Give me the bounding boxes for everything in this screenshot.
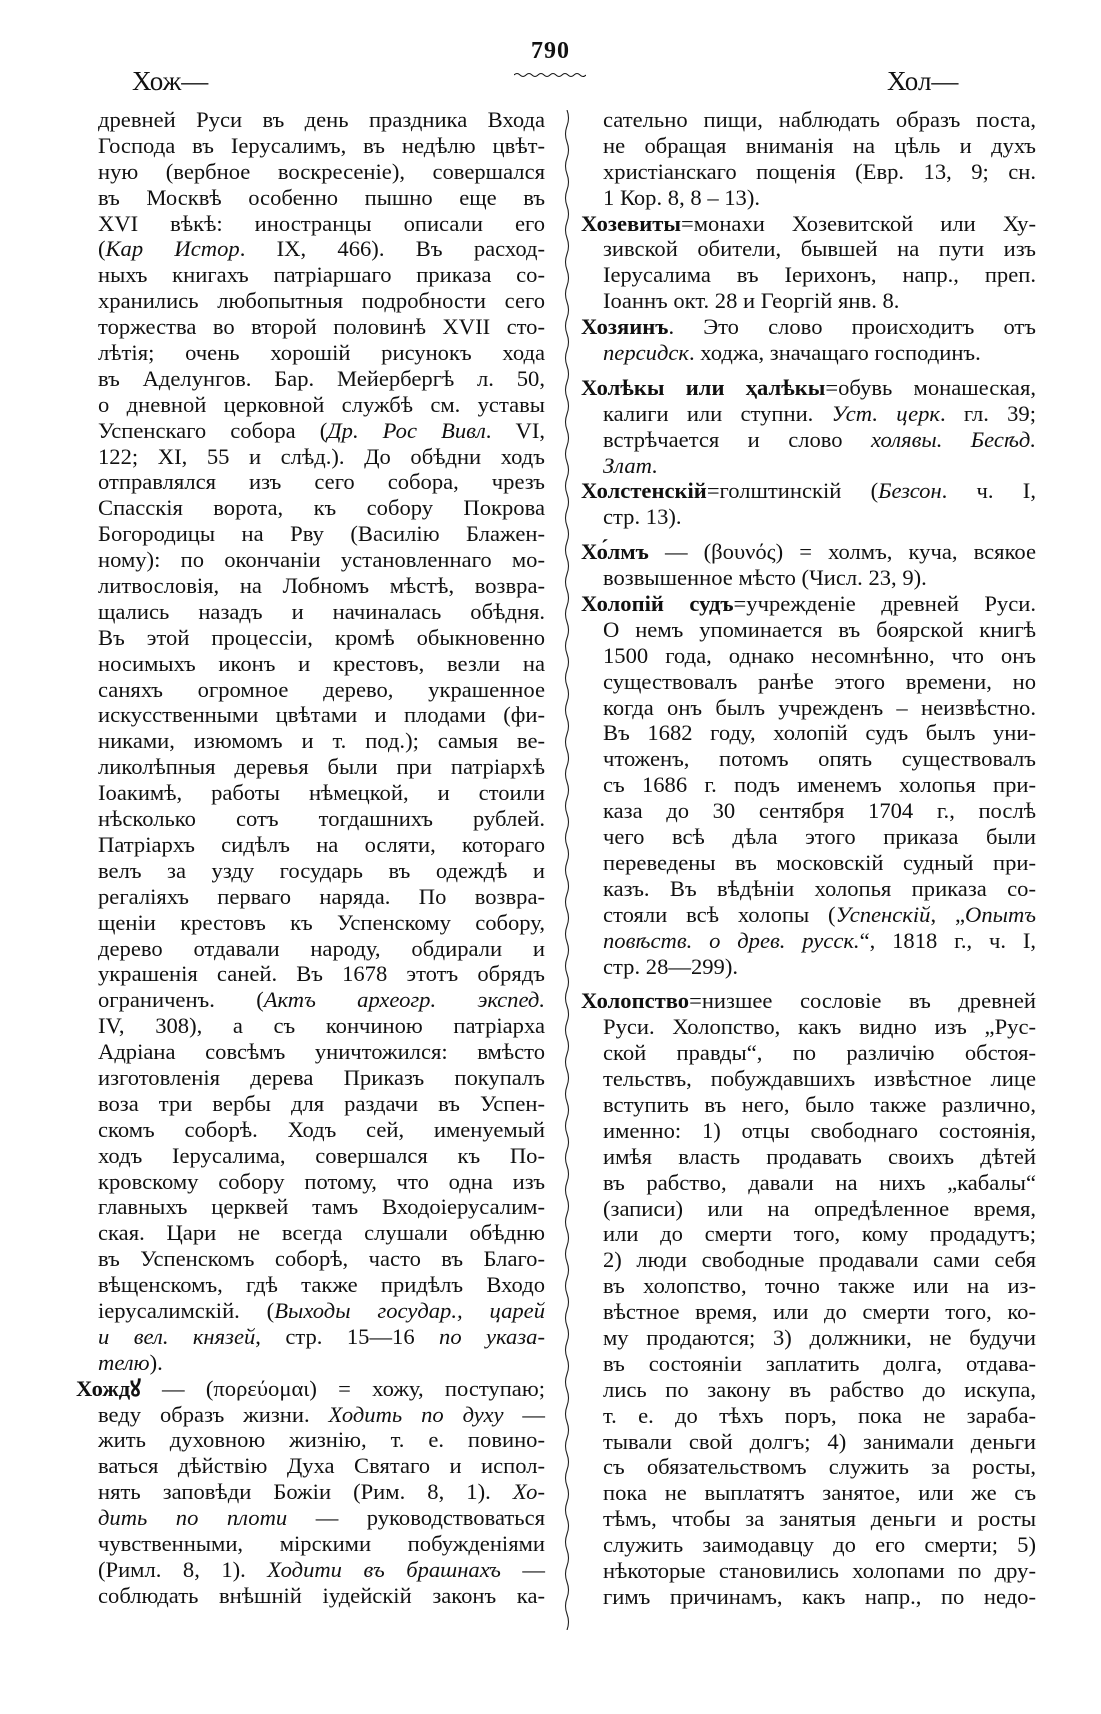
text-line: [603, 746, 1036, 772]
text-run: зивской обители, бывшей на пути изъ: [603, 236, 1036, 262]
text-line: [98, 262, 545, 288]
text-run: древней Руси въ день праздника Входа: [98, 107, 545, 132]
text-run: христіанскаго пощенія (Евр. 13, 9; сн.: [603, 158, 1036, 184]
text-run: съ обязательствомъ служить за росты,: [603, 1454, 1036, 1480]
text-line: [98, 780, 545, 806]
text-run: вѣстное время, или до смерти того, ко-: [603, 1299, 1036, 1325]
text-line: [603, 695, 1036, 721]
running-head-right: Хол—: [887, 66, 959, 96]
text-run: пока не выплатятъ занятое, или же съ: [603, 1480, 1036, 1506]
text-run: ному): по окончаніи установленнаго мо-: [98, 547, 545, 573]
text-line: [98, 1402, 545, 1428]
italic-reference: телю: [98, 1349, 150, 1375]
text-line: [603, 1429, 1036, 1455]
text-run: — (βουνός) = холмъ, куча, всякое: [648, 539, 1036, 565]
text-line: [603, 288, 1036, 314]
text-line: [98, 1557, 545, 1583]
text-run: каза до 30 сентября 1704 г., послѣ: [603, 798, 1036, 824]
italic-reference: Опытъ: [965, 901, 1036, 927]
text-run: воза три вербы для раздачи въ Успен-: [98, 1090, 545, 1116]
italic-reference: Успенскій: [835, 901, 931, 927]
text-line: [98, 107, 545, 133]
text-run: переведены въ московскій судный при-: [603, 849, 1036, 875]
text-line: [98, 185, 545, 211]
text-run: торжества во второй половинѣ XVII сто-: [98, 314, 545, 340]
text-line: [603, 1584, 1036, 1610]
text-run: гимъ причинамъ, какъ напр., по недо-: [603, 1583, 1036, 1609]
text-run: въ состояніи заплатить долга, отдава-: [603, 1350, 1036, 1376]
text-run: Іоакимѣ, работы нѣмецкой, и стоили: [98, 780, 545, 806]
text-line: [98, 340, 545, 366]
text-run: стр. 28—299).: [603, 953, 739, 979]
text-run: когда онъ былъ учрежденъ – неизвѣстно.: [603, 694, 1036, 720]
text-run: —: [503, 1401, 545, 1427]
text-run: т. е. до тѣхъ поръ, пока не зараба-: [603, 1402, 1036, 1428]
text-run: въ Аделунгов. Бар. Мейербергѣ л. 50,: [98, 365, 545, 391]
text-run: О немъ упоминается въ боярской книгѣ: [603, 616, 1036, 642]
text-run: 2) люди свободные продавали сами себя: [603, 1247, 1036, 1273]
entry-gap: [603, 366, 1036, 375]
text-run: ныхъ книгахъ патріаршаго приказа со-: [98, 262, 545, 288]
italic-reference: Др. Рос Вивл: [327, 417, 486, 443]
text-run: , стр. 15—16: [255, 1323, 440, 1349]
text-run: вѣщенскомъ, гдѣ также придѣлъ Входо: [98, 1272, 545, 1298]
text-run: стр. 13).: [603, 504, 682, 530]
text-line: [98, 599, 545, 625]
italic-reference: дить по плоти: [98, 1505, 288, 1531]
text-line: [98, 392, 545, 418]
text-line: [603, 1325, 1036, 1351]
text-run: имѣя власть продавать своихъ дѣтей: [603, 1143, 1036, 1169]
text-line: [603, 876, 1036, 902]
text-run: тѣмъ, чтобы за занятыя деньги и росты: [603, 1506, 1036, 1532]
headword: Холопій судъ: [581, 591, 734, 617]
text-run: хранились любопытныя подробности сего: [98, 288, 545, 314]
text-line: [98, 884, 545, 910]
text-line: [603, 850, 1036, 876]
text-run: Успенскаго собора (: [98, 417, 328, 443]
text-run: Іоаннъ окт. 28 и Георгій янв. 8.: [603, 288, 900, 314]
text-run: калиги или ступни.: [603, 400, 832, 426]
text-line: [603, 1144, 1036, 1170]
text-run: Патріархъ сидѣлъ на осляти, котораго: [98, 831, 545, 857]
headword: Холопство: [581, 988, 690, 1014]
text-run: соблюдать внѣшній іудейскій законъ ка-: [98, 1582, 545, 1608]
text-run: ную (вербное воскресеніе), совершался: [98, 158, 545, 184]
text-run: ваться дѣйствію Духа Святаго и испол-: [98, 1453, 545, 1479]
text-run: въ Москвѣ особенно пышно еще въ: [98, 184, 545, 210]
text-run: (записи) или на опредѣленное время,: [603, 1195, 1036, 1221]
text-run: носимыхъ иконъ и крестовъ, везли на: [98, 650, 545, 676]
text-line: [98, 1246, 545, 1272]
text-line: [603, 1118, 1036, 1144]
entry-headword-line: [581, 988, 1036, 1014]
text-line: [98, 936, 545, 962]
headword: Хозяинъ: [581, 314, 669, 340]
text-line: [603, 824, 1036, 850]
text-line: [603, 504, 1036, 530]
text-line: [603, 236, 1036, 262]
text-run: тельствъ, побуждавшихъ извѣстное лице: [603, 1066, 1036, 1092]
text-line: [98, 469, 545, 495]
text-line: [603, 1506, 1036, 1532]
text-line: [603, 1558, 1036, 1584]
text-line: [603, 1454, 1036, 1480]
text-line: [98, 1272, 545, 1298]
text-run: =монахи Хозевитской или Ху-: [680, 210, 1036, 236]
text-run: нѣсколько сотъ тогдашнихъ рублей.: [98, 806, 545, 832]
text-run: въ Успенскомъ соборѣ, часто въ Благо-: [98, 1246, 545, 1272]
text-line: [98, 961, 545, 987]
text-run: IV, 308), а съ кончиною патріарха: [98, 1013, 545, 1039]
text-run: Адріана совсѣмъ уничтожился: вмѣсто: [98, 1039, 545, 1065]
text-run: чувственными, мірскими побужденіями: [98, 1530, 545, 1556]
text-run: 1500 года, однако несомнѣнно, что онъ: [603, 642, 1036, 668]
text-run: му продаются; 3) должники, не будучи: [603, 1324, 1036, 1350]
entry-headword-line: [76, 1376, 545, 1402]
right-column: [581, 107, 1036, 1610]
headword: Хозевиты: [581, 210, 681, 236]
italic-reference: персидск: [603, 340, 689, 366]
text-line: [603, 1221, 1036, 1247]
text-run: XVI вѣкѣ: иностранцы описали его: [98, 210, 545, 236]
text-line: [98, 1039, 545, 1065]
italic-reference: Выходы государ., царей: [274, 1297, 545, 1323]
text-run: встрѣчается и слово: [603, 426, 872, 452]
text-run: =учрежденіе древней Руси.: [733, 591, 1036, 617]
text-line: [603, 401, 1036, 427]
text-run: не обращая вниманія на цѣль и духъ: [603, 132, 1036, 158]
italic-reference: Ходити въ брашнахъ: [267, 1556, 501, 1582]
text-line: [98, 1324, 545, 1350]
left-column: [76, 107, 546, 1609]
text-line: [98, 754, 545, 780]
text-run: изготовленія дерева Приказъ покупалъ: [98, 1064, 545, 1090]
text-run: литвословія, на Лобномъ мѣстѣ, возвра-: [98, 573, 545, 599]
text-line: [603, 1014, 1036, 1040]
text-line: [603, 340, 1036, 366]
text-run: жить духовною жизнію, т. е. повино-: [98, 1427, 545, 1453]
text-line: [603, 1092, 1036, 1118]
text-run: ограниченъ. (: [98, 987, 264, 1013]
entry-headword-line: [581, 478, 1036, 504]
text-run: или до смерти того, кому продадутъ;: [603, 1221, 1036, 1247]
headword: Холстенскій: [581, 478, 707, 504]
entry-headword-line: [581, 211, 1036, 237]
headword: Холѣкы или ҳалѣкы: [581, 374, 826, 400]
text-line: [98, 1091, 545, 1117]
italic-reference: Ходить по духу: [328, 1401, 504, 1427]
text-line: [603, 669, 1036, 695]
text-line: [98, 236, 545, 262]
text-run: Спасскія ворота, къ собору Покрова: [98, 495, 545, 521]
text-line: [603, 928, 1036, 954]
italic-reference: Безсон: [878, 478, 942, 504]
text-line: [98, 1583, 545, 1609]
text-run: въ рабство, давали на нихъ „кабалы“: [603, 1169, 1036, 1195]
entry-headword-line: [581, 591, 1036, 617]
text-line: [98, 314, 545, 340]
entry-headword-line: [581, 314, 1036, 340]
text-line: [603, 902, 1036, 928]
text-line: [98, 418, 545, 444]
text-line: [603, 772, 1036, 798]
text-line: [603, 1247, 1036, 1273]
text-run: , „: [930, 901, 966, 927]
text-run: сательно пищи, наблюдать образъ поста,: [603, 107, 1036, 132]
text-run: ходъ Іерусалима, совершался къ По-: [98, 1142, 545, 1168]
text-line: [98, 211, 545, 237]
text-run: . гл. 39;: [939, 400, 1036, 426]
text-line: [98, 1220, 545, 1246]
text-run: украшенія саней. Въ 1678 этотъ обрядъ: [98, 961, 545, 987]
text-run: служить заимодавцу до его смерти; 5): [603, 1532, 1036, 1558]
text-run: Въ этой процессіи, кромѣ обыкновенно: [98, 624, 545, 650]
headword: Хо́лмъ: [581, 539, 649, 565]
text-line: [98, 987, 545, 1013]
text-line: [98, 444, 545, 470]
text-line: [603, 1299, 1036, 1325]
text-line: [603, 1170, 1036, 1196]
italic-reference: холявы. Бесѣд.: [871, 426, 1036, 452]
text-line: [603, 1273, 1036, 1299]
text-run: въ холопство, точно также или на из-: [603, 1273, 1036, 1299]
text-run: именно: 1) отцы свободнаго состоянія,: [603, 1117, 1036, 1143]
text-run: велъ за узду государь въ одеждѣ и: [98, 857, 545, 883]
text-run: Господа въ Іерусалимъ, въ недѣлю цвѣт-: [98, 132, 545, 158]
italic-reference: Актъ археогр. экспед.: [263, 987, 545, 1013]
text-line: [98, 1453, 545, 1479]
text-run: іерусалимскій. (: [98, 1297, 275, 1323]
text-run: отправлялся изъ сего собора, чрезъ: [98, 469, 545, 495]
text-line: [98, 573, 545, 599]
text-line: [603, 954, 1036, 980]
text-line: [603, 427, 1036, 453]
text-run: Богородицы на Рву (Василію Блажен-: [98, 521, 545, 547]
italic-reference: по указа-: [439, 1323, 545, 1349]
text-run: кровскому собору потому, что одна изъ: [98, 1168, 545, 1194]
text-run: нѣкоторые становились холопами по дру-: [603, 1557, 1036, 1583]
text-run: нять заповѣди Божіи (Рим. 8, 1).: [98, 1479, 513, 1505]
text-line: [98, 702, 545, 728]
headword: Хождꙋ: [76, 1375, 141, 1401]
text-line: [603, 453, 1036, 479]
text-line: [603, 159, 1036, 185]
text-line: [603, 798, 1036, 824]
text-run: главныхъ церквей тамъ Входоіерусалим-: [98, 1194, 545, 1220]
text-line: [98, 495, 545, 521]
text-run: ской правды“, по различію обстоя-: [603, 1040, 1036, 1066]
text-line: [98, 858, 545, 884]
text-run: —: [500, 1556, 546, 1582]
text-run: =голштинскій (: [706, 478, 879, 504]
text-run: ская. Цари не всегда слушали обѣдню: [98, 1220, 545, 1246]
text-run: (: [98, 236, 106, 262]
text-run: =обувь монашеская,: [825, 374, 1036, 400]
text-run: существовалъ ранѣе этого времени, но: [603, 668, 1036, 694]
text-run: искусственными цвѣтами и плодами (фи-: [98, 702, 545, 728]
text-line: [98, 832, 545, 858]
text-line: [603, 185, 1036, 211]
text-line: [98, 1194, 545, 1220]
text-line: [603, 1040, 1036, 1066]
text-line: [98, 547, 545, 573]
text-run: веду образъ жизни.: [98, 1401, 329, 1427]
text-line: [98, 910, 545, 936]
text-run: о дневной церковной службѣ см. уставы: [98, 391, 545, 417]
text-run: съ 1686 г. подъ именемъ холопья при-: [603, 772, 1036, 798]
text-run: Въ 1682 году, холопій судъ былъ уни-: [603, 720, 1036, 746]
text-line: [98, 806, 545, 832]
text-line: [98, 159, 545, 185]
page-number: 790: [531, 38, 570, 64]
italic-reference: повѣств. о древ. русск.: [603, 927, 860, 953]
text-run: чтоженъ, потомъ опять существовалъ: [603, 746, 1036, 772]
text-line: [98, 1117, 545, 1143]
column-divider: [562, 110, 572, 1630]
text-line: [98, 1298, 545, 1324]
text-line: [98, 1169, 545, 1195]
text-line: [603, 1377, 1036, 1403]
text-run: . ч. I,: [941, 478, 1036, 504]
text-line: [98, 1065, 545, 1091]
text-line: [603, 133, 1036, 159]
text-run: ликолѣпныя деревья были при патріархѣ: [98, 754, 545, 780]
text-run: 122; XI, 55 и слѣд.). До обѣдни ходъ: [98, 443, 545, 469]
text-run: лись по закону въ рабство до искупа,: [603, 1376, 1036, 1402]
text-line: [98, 133, 545, 159]
text-run: вступить въ него, было также различно,: [603, 1091, 1036, 1117]
text-line: [98, 521, 545, 547]
text-run: скомъ соборѣ. Ходъ сей, именуемый: [98, 1116, 545, 1142]
entry-headword-line: [581, 375, 1036, 401]
text-line: [98, 366, 545, 392]
text-run: возвышенное мѣсто (Числ. 23, 9).: [603, 565, 927, 591]
page-number-rule: [514, 72, 586, 78]
text-run: дерево отдавали народу, обдирали и: [98, 935, 545, 961]
text-run: щеніи крестовъ къ Успенскому собору,: [98, 909, 545, 935]
text-line: [603, 720, 1036, 746]
text-run: Руси. Холопство, какъ видно изъ „Рус-: [603, 1014, 1036, 1040]
text-run: . VI,: [485, 417, 545, 443]
text-line: [603, 107, 1036, 133]
text-run: регаліяхъ перваго наряда. По возвра-: [98, 883, 545, 909]
italic-reference: Злат.: [603, 452, 658, 478]
italic-reference: Хо-: [512, 1479, 545, 1505]
entry-gap: [603, 979, 1036, 988]
text-line: [98, 1531, 545, 1557]
italic-reference: Кар Истор: [105, 236, 240, 262]
text-run: ).: [149, 1349, 163, 1375]
text-line: [98, 1505, 545, 1531]
italic-reference: Уст. церк: [831, 400, 940, 426]
text-run: =низшее сословіе въ древней: [689, 988, 1036, 1014]
text-run: . Это слово происходитъ отъ: [668, 314, 1036, 340]
text-line: [603, 565, 1036, 591]
text-run: тывали свой долгъ; 4) занимали деньги: [603, 1428, 1036, 1454]
text-run: щались назадъ и начиналась обѣдня.: [98, 598, 545, 624]
text-run: стояли всѣ холопы (: [603, 901, 836, 927]
text-run: 1 Кор. 8, 8 – 13).: [603, 184, 761, 210]
text-line: [98, 1350, 545, 1376]
text-run: — (πορεύομαι) = хожу, поступаю;: [140, 1375, 545, 1401]
text-run: — руководствоваться: [287, 1505, 545, 1531]
text-line: [98, 1143, 545, 1169]
entry-gap: [603, 530, 1036, 539]
text-line: [98, 288, 545, 314]
text-line: [603, 643, 1036, 669]
text-run: . IX, 466). Въ расход-: [239, 236, 545, 262]
text-line: [98, 651, 545, 677]
text-line: [603, 1351, 1036, 1377]
text-line: [603, 617, 1036, 643]
text-line: [98, 1479, 545, 1505]
text-run: (Римл. 8, 1).: [98, 1556, 268, 1582]
text-line: [603, 1480, 1036, 1506]
entry-headword-line: [581, 539, 1036, 565]
text-run: . ходжа, значащаго господинъ.: [688, 340, 981, 366]
text-line: [98, 625, 545, 651]
text-line: [603, 1403, 1036, 1429]
text-run: чего всѣ дѣла этого приказа были: [603, 824, 1036, 850]
text-line: [603, 262, 1036, 288]
text-line: [98, 677, 545, 703]
text-run: “, 1818 г., ч. I,: [859, 927, 1036, 953]
text-line: [98, 728, 545, 754]
italic-reference: и вел. князей: [98, 1323, 256, 1349]
text-line: [603, 1196, 1036, 1222]
text-run: казъ. Въ вѣдѣніи холопья приказа со-: [603, 875, 1036, 901]
text-run: никами, изюмомъ и т. под.); самыя ве-: [98, 728, 545, 754]
text-run: саняхъ огромное дерево, украшенное: [98, 676, 545, 702]
text-line: [603, 1066, 1036, 1092]
text-line: [98, 1427, 545, 1453]
text-line: [603, 1532, 1036, 1558]
text-line: [98, 1013, 545, 1039]
text-run: Іерусалима въ Іерихонъ, напр., преп.: [603, 262, 1036, 288]
text-run: лѣтія; очень хорошій рисунокъ хода: [98, 340, 545, 366]
running-head-left: Хож—: [132, 66, 209, 96]
